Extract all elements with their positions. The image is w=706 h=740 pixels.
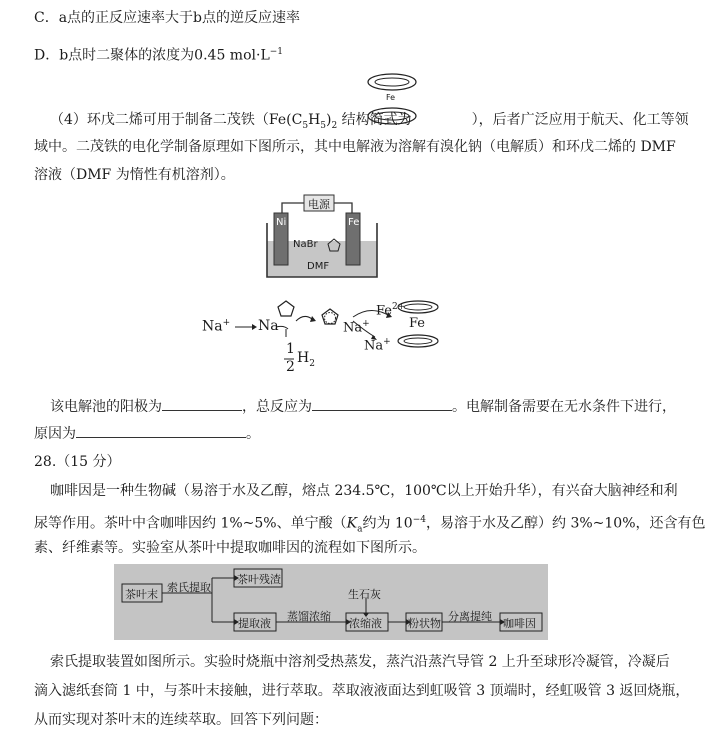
h2-label: $H_2$ bbox=[297, 350, 315, 369]
half-denominator: 2 bbox=[286, 359, 295, 375]
fe-electrode-label: Fe bbox=[348, 217, 360, 228]
flow-separate-purify: 分离提纯 bbox=[448, 610, 492, 623]
flow-tea-residue: 茶叶残渣 bbox=[237, 573, 281, 586]
na-metal-label: Na bbox=[258, 318, 279, 334]
flow-powder: 粉状物 bbox=[408, 617, 441, 630]
ferrocene-fe-product: Fe bbox=[409, 316, 426, 331]
flow-tea-powder: 茶叶末 bbox=[125, 588, 158, 601]
na-ion-label: Na+ bbox=[202, 318, 231, 335]
q28-p2-line1: 索氏提取装置如图所示。实验时烧瓶中溶剂受热蒸发，蒸汽沿蒸汽导管 2 上升至球形冷凝管，冷凝后 bbox=[50, 654, 670, 670]
flow-concentrate: 浓缩液 bbox=[349, 617, 382, 630]
q28-p1-line2: 尿等作用。茶叶中含咖啡因约 1%~5%、单宁酸（$K_a$约为 $10^{-4}$，易溶于水及乙醇）约 3%~10%，还含有色 bbox=[34, 515, 706, 535]
anode-blank[interactable] bbox=[162, 395, 242, 411]
q28-header: 28.（15 分） bbox=[34, 454, 121, 470]
extraction-flowchart bbox=[114, 564, 548, 640]
total-reaction-blank[interactable] bbox=[312, 395, 452, 411]
flow-distill-concentrate: 蒸馏浓缩 bbox=[287, 610, 331, 623]
na-ion-label-2: Na+ bbox=[343, 319, 370, 336]
electrolysis-cell-diagram bbox=[262, 193, 382, 281]
half-numerator: 1 bbox=[286, 341, 295, 357]
reason-blank[interactable] bbox=[76, 422, 246, 438]
q4-answer-line1: 该电解池的阳极为 ，总反应为 。电解制备需要在无水条件下进行， bbox=[50, 395, 676, 417]
ni-electrode-label: Ni bbox=[276, 217, 287, 228]
flow-caffeine: 咖啡因 bbox=[503, 617, 536, 630]
na-ion-label-3: Na+ bbox=[364, 337, 391, 354]
nabr-label: NaBr bbox=[293, 239, 318, 250]
q4-answer-line2: 原因为 。 bbox=[34, 422, 260, 444]
q28-p2-line2: 滴入滤纸套筒 1 中，与茶叶末接触，进行萃取。萃取液液面达到虹吸管 3 顶端时，经虹吸管 3 返回烧瓶， bbox=[34, 683, 690, 699]
reaction-mechanism bbox=[200, 295, 440, 385]
q4-line3: 溶液（DMF 为惰性有机溶剂）。 bbox=[34, 167, 235, 183]
dmf-label: DMF bbox=[307, 261, 330, 272]
flow-soxhlet-extraction: 索氏提取 bbox=[167, 581, 211, 594]
flow-quicklime: 生石灰 bbox=[348, 588, 381, 601]
q4-line1: （4）环戊二烯可用于制备二茂铁（$Fe(C_5H_5)_2$ 结构简式为 ），后者广泛应用于航天、化工等领 bbox=[50, 112, 689, 131]
fe-ion-label: $Fe^{2+}$ bbox=[376, 302, 406, 319]
q28-p2-line3: 从而实现对茶叶末的连续萃取。回答下列问题： bbox=[34, 712, 328, 728]
power-source-label: 电源 bbox=[308, 198, 330, 211]
option-c: C．a点的正反应速率大于b点的逆反应速率 bbox=[34, 10, 301, 26]
option-d: D．b点时二聚体的浓度为0.45 $mol\cdot L^{-1}$ bbox=[34, 47, 284, 64]
q28-p1-line1: 咖啡因是一种生物碱（易溶于水及乙醇，熔点 234.5℃，100℃以上开始升华），有兴奋大脑神经和利 bbox=[50, 483, 678, 499]
q28-p1-line3: 素、纤维素等。实验室从茶叶中提取咖啡因的流程如下图所示。 bbox=[34, 540, 426, 556]
q4-line2: 域中。二茂铁的电化学制备原理如下图所示，其中电解液为溶解有溴化钠（电解质）和环戊二烯的 DMF bbox=[34, 139, 676, 155]
flow-extract: 提取液 bbox=[238, 617, 271, 630]
ferrocene-fe-label: Fe bbox=[386, 93, 396, 102]
